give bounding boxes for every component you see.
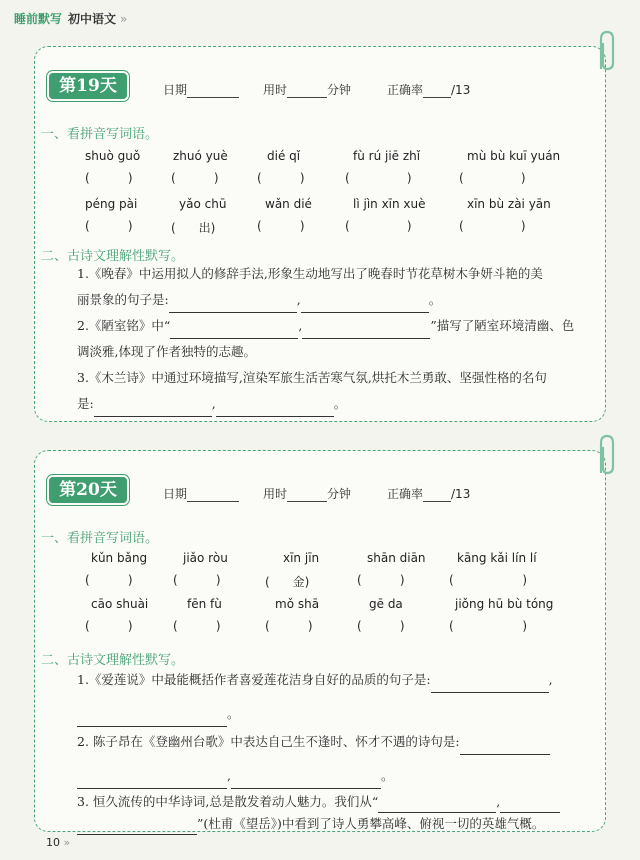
answer-blank[interactable]: ( )	[459, 219, 526, 233]
day20-card	[34, 450, 606, 832]
answer-blank[interactable]: ( )	[173, 619, 221, 633]
pinyin-word: fù rú jiē zhǐ	[353, 149, 421, 163]
answer-blank[interactable]: ( )	[357, 619, 405, 633]
paperclip-icon	[593, 29, 619, 75]
answer-blank[interactable]: ( )	[85, 219, 133, 233]
pinyin-word: gē da	[369, 597, 403, 611]
pinyin-word: dié qǐ	[267, 149, 301, 163]
question-1: 1.《爱莲说》中最能概括作者喜爱莲花洁身自好的品质的句子是: , 。	[77, 667, 587, 727]
day-badge: 第20天	[49, 477, 127, 503]
paperclip-icon	[593, 433, 619, 479]
duration-field: 用时 分钟	[263, 487, 352, 501]
pinyin-word: mǒ shā	[275, 597, 320, 611]
pinyin-word: fēn fù	[187, 597, 222, 611]
answer-blank[interactable]: ( )	[85, 171, 133, 185]
answer-blank[interactable]: ( )	[257, 219, 305, 233]
pinyin-word: lì jìn xīn xuè	[353, 197, 426, 211]
answer-blank[interactable]: ( )	[459, 171, 526, 185]
question-1: 1.《晚春》中运用拟人的修辞手法,形象生动地写出了晚春时节花草树木争妍斗艳的美 丽景象的句子是: , 。	[77, 261, 587, 313]
answer-blank[interactable]: ( )	[345, 219, 412, 233]
answer-blank[interactable]: ( )	[265, 619, 313, 633]
pinyin-word: jiǒng hū bù tóng	[455, 597, 554, 611]
hint-character: 出	[198, 221, 211, 235]
pinyin-word: xīn bù zài yān	[467, 197, 551, 211]
pinyin-word: kāng kǎi lín lí	[457, 551, 537, 565]
answer-blank[interactable]: ( 金)	[265, 575, 310, 589]
answer-blank[interactable]: ( )	[449, 619, 528, 633]
subject-title: 初中语文	[68, 12, 117, 26]
answer-blank[interactable]: ( )	[345, 171, 412, 185]
answer-blank[interactable]: ( )	[85, 573, 133, 587]
answer-blank[interactable]: ( )	[171, 171, 219, 185]
page-number: 10 »	[46, 836, 71, 849]
accuracy-field: 正确率 /13	[387, 487, 471, 501]
pinyin-word: kǔn bǎng	[91, 551, 148, 565]
pinyin-word: jiǎo ròu	[183, 551, 228, 565]
section-pinyin-title: 一、看拼音写词语。	[41, 127, 159, 142]
pinyin-word: péng pài	[85, 197, 138, 211]
date-field: 日期	[163, 485, 239, 502]
day19-card	[34, 46, 606, 422]
answer-blank[interactable]: ( 出)	[171, 221, 216, 235]
pinyin-word: cāo shuài	[91, 597, 149, 611]
page-header	[14, 10, 127, 27]
question-2: 2. 陈子昂在《登幽州台歌》中表达自己生不逢时、怀才不遇的诗句是: , 。	[77, 729, 587, 789]
section-pinyin-title: 一、看拼音写词语。	[41, 531, 159, 546]
answer-blank[interactable]: ( )	[357, 573, 405, 587]
section-poetry-title: 二、古诗文理解性默写。	[41, 249, 185, 264]
day-badge: 第19天	[49, 73, 127, 99]
answer-blank[interactable]: ( )	[257, 171, 305, 185]
pinyin-word: mù bù kuī yuán	[467, 149, 561, 163]
duration-field: 用时 分钟	[263, 83, 352, 97]
answer-blank[interactable]: ( )	[449, 573, 528, 587]
question-3: 3. 恒久流传的中华诗词,总是散发着动人魅力。我们从“ , ”(杜甫《望岳》)中看到了诗人勇攀高峰、俯视一切的英雄气概。	[77, 791, 587, 835]
pinyin-word: shān diān	[367, 551, 426, 565]
section-poetry-title: 二、古诗文理解性默写。	[41, 653, 185, 668]
answer-blank[interactable]: ( )	[173, 573, 221, 587]
pinyin-word: shuò guǒ	[85, 149, 141, 163]
brand-title: 睡前默写	[14, 12, 63, 26]
question-2: 2.《陋室铭》中“ , ”描写了陋室环境清幽、色 调淡雅,体现了作者独特的志趣。	[77, 318, 575, 359]
pinyin-word: wǎn dié	[265, 197, 312, 211]
accuracy-field: 正确率 /13	[387, 83, 471, 97]
date-field: 日期	[163, 81, 239, 98]
pinyin-word: xīn jīn	[283, 551, 320, 565]
pinyin-word: yǎo chū	[179, 197, 227, 211]
answer-blank[interactable]: ( )	[85, 619, 133, 633]
pinyin-word: zhuó yuè	[173, 149, 228, 163]
hint-character: 金	[292, 575, 305, 589]
chevron-icon: »	[120, 12, 128, 26]
question-3: 3.《木兰诗》中通过环境描写,渲染军旅生活苦寒气氛,烘托木兰勇敢、坚强性格的名句 是: , 。	[77, 365, 587, 417]
